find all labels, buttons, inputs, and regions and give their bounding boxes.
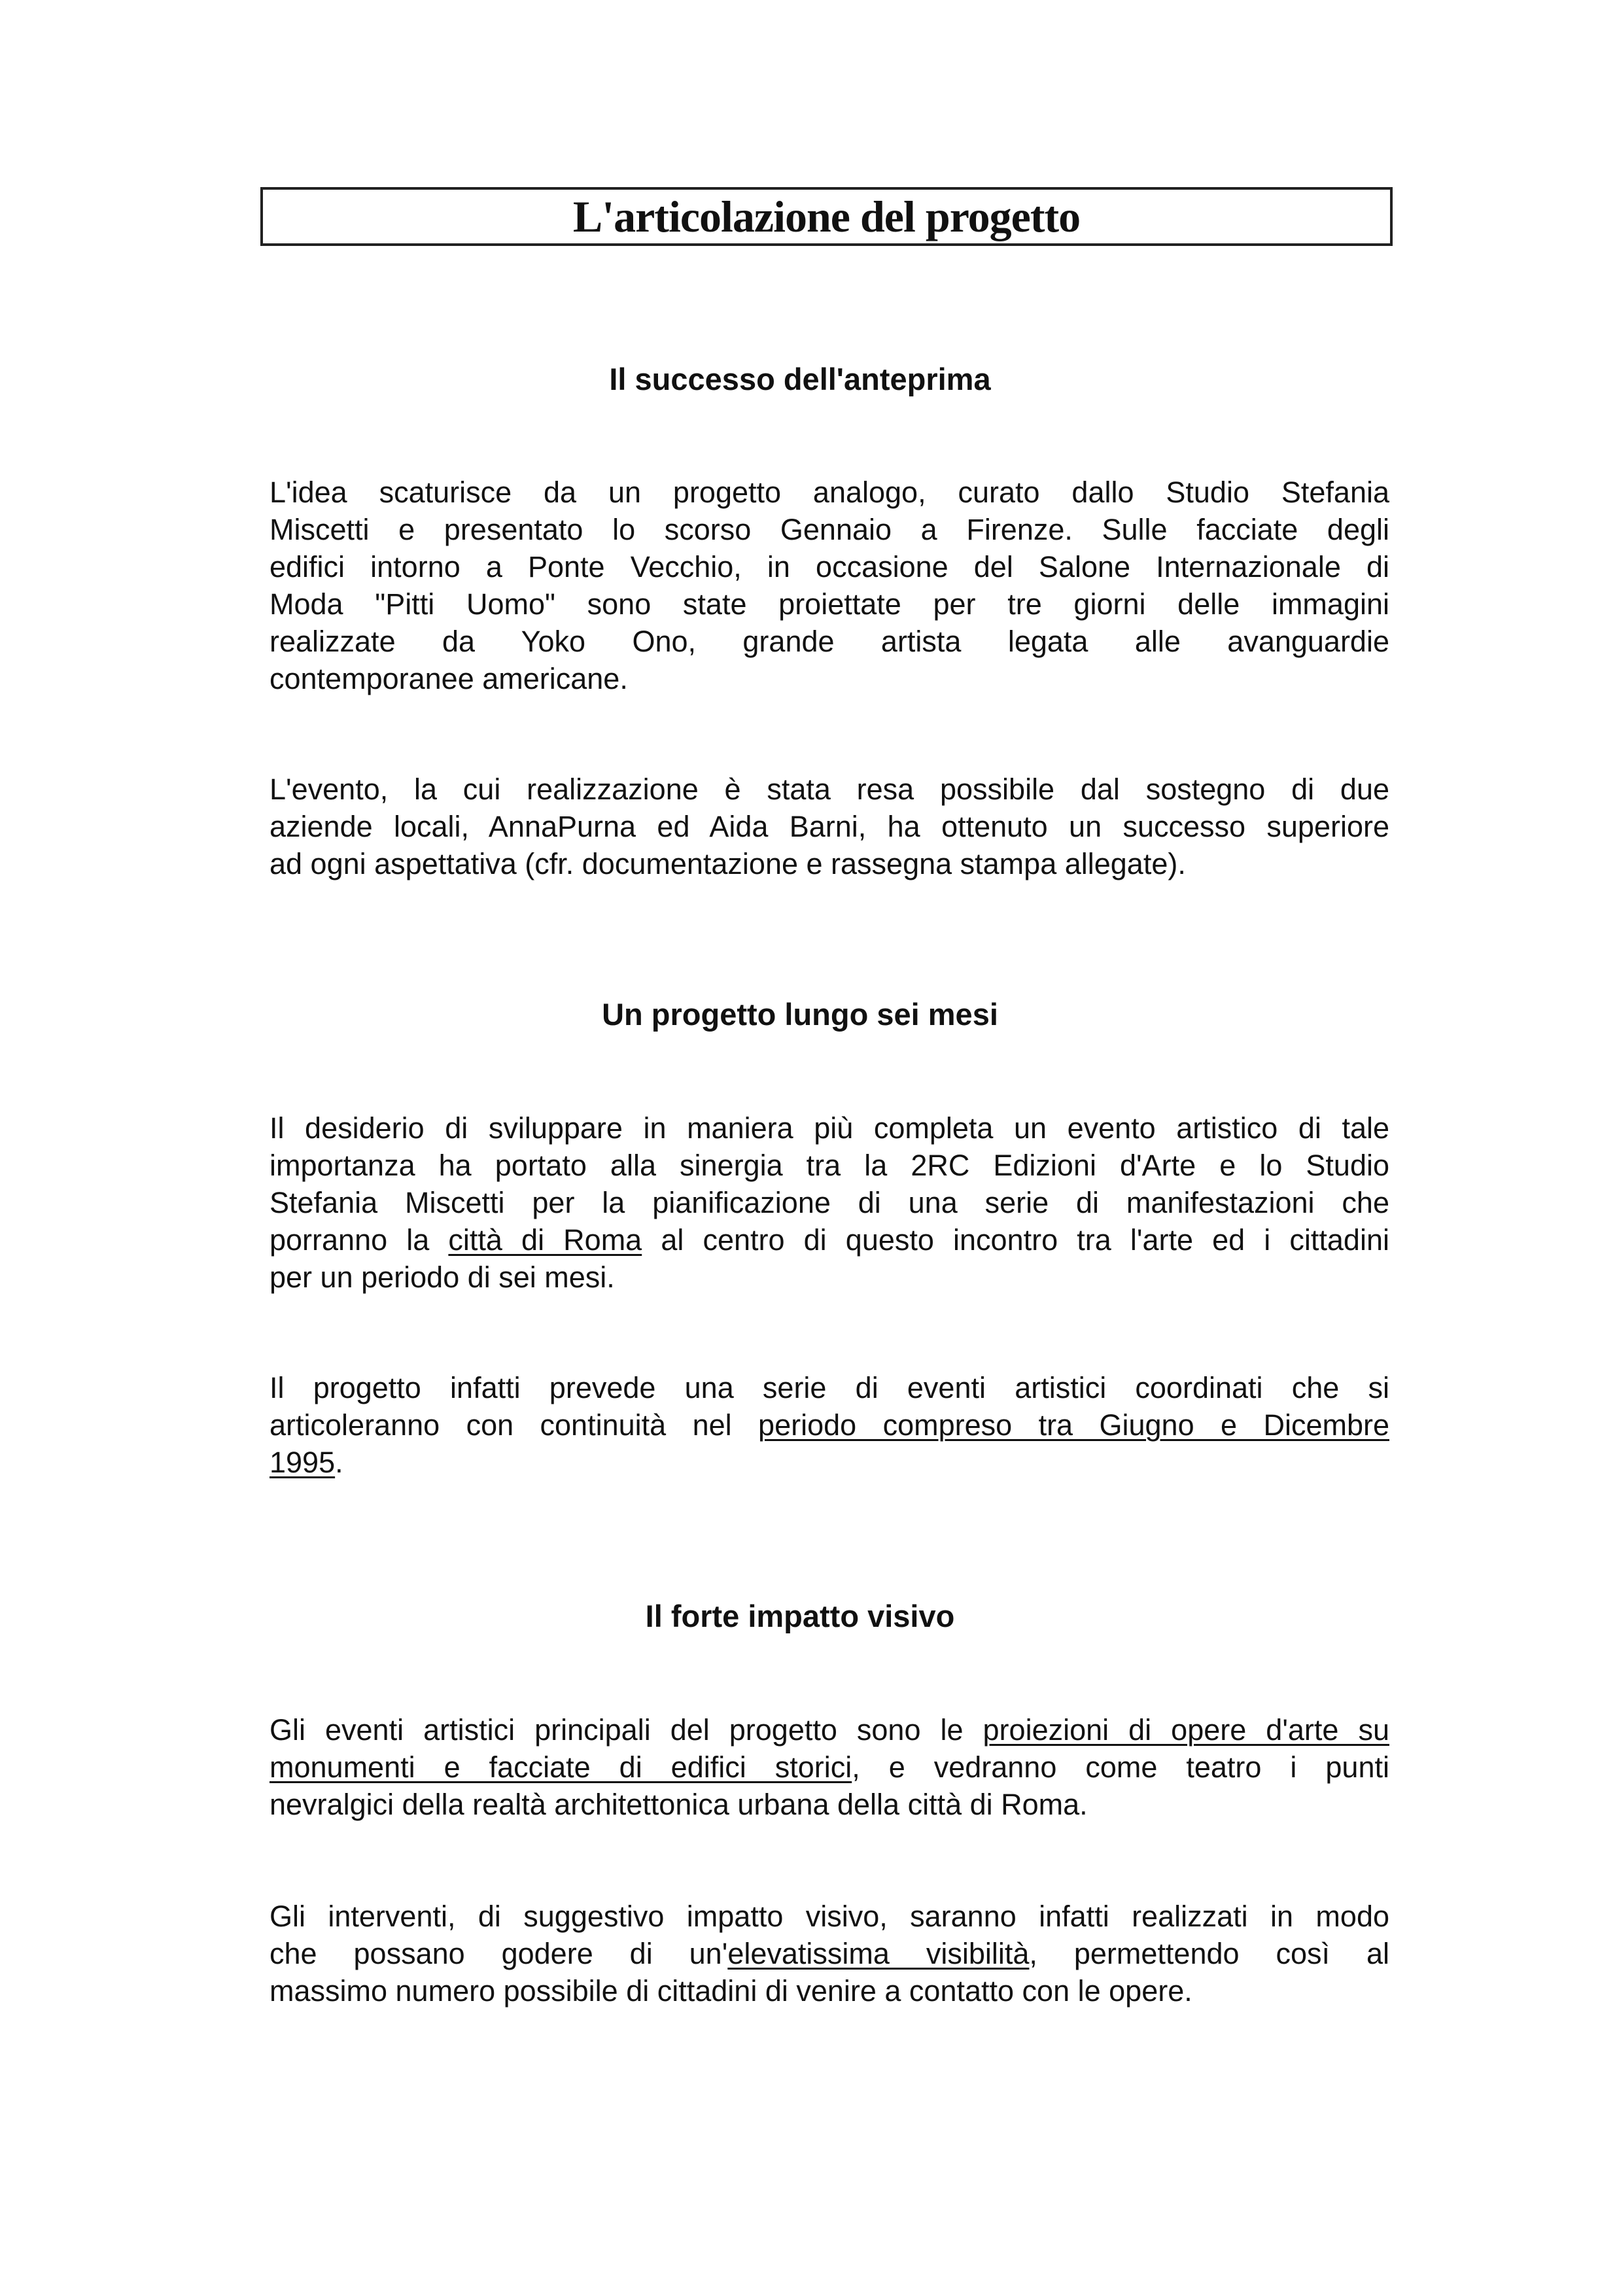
text-segment: per un periodo di sei mesi. xyxy=(270,1261,615,1294)
underlined-text: periodo compreso tra Giugno e Dicembre xyxy=(758,1408,1389,1442)
text-line xyxy=(270,1748,1389,1786)
text-line xyxy=(270,1898,1389,1935)
text-line xyxy=(270,1109,1389,1147)
text-segment: L'evento, la cui realizzazione è stata resa possibile dal sostegno di due xyxy=(270,773,1389,806)
text-segment: contemporanee americane. xyxy=(270,662,628,695)
section-heading: Un progetto lungo sei mesi xyxy=(602,997,998,1032)
text-line xyxy=(270,511,1389,548)
text-segment: edifici intorno a Ponte Vecchio, in occasione del Salone Internazionale di xyxy=(270,550,1389,583)
text-segment: realizzate da Yoko Ono, grande artista legata alle avanguardie xyxy=(270,625,1389,658)
section-heading: Il successo dell'anteprima xyxy=(609,362,991,396)
text-line xyxy=(270,660,1389,697)
text-line xyxy=(270,845,1389,882)
text-line xyxy=(270,1972,1389,2009)
text-line xyxy=(270,1259,1389,1296)
paragraph xyxy=(270,1898,1389,2009)
text-line xyxy=(270,1184,1389,1221)
text-line xyxy=(270,623,1389,660)
title-box xyxy=(260,187,1393,246)
text-segment: Stefania Miscetti per la pianificazione di una serie di manifestazioni che xyxy=(270,1186,1389,1219)
text-line xyxy=(270,1221,1389,1259)
text-segment: porranno la xyxy=(270,1223,449,1257)
text-segment: , e vedranno come teatro i punti xyxy=(852,1750,1389,1784)
paragraph xyxy=(270,771,1389,882)
paragraph xyxy=(270,1369,1389,1481)
text-line xyxy=(270,1147,1389,1184)
text-segment: Il desiderio di sviluppare in maniera più completa un evento artistico di tale xyxy=(270,1111,1389,1145)
paragraph xyxy=(270,1711,1389,1823)
text-segment: importanza ha portato alla sinergia tra la 2RC Edizioni d'Arte e lo Studio xyxy=(270,1149,1389,1182)
text-line xyxy=(270,808,1389,845)
text-line xyxy=(270,1935,1389,1972)
text-line xyxy=(270,771,1389,808)
paragraph xyxy=(270,1109,1389,1296)
text-segment: ad ogni aspettativa (cfr. documentazione e rassegna stampa allegate). xyxy=(270,847,1186,880)
text-segment: Il progetto infatti prevede una serie di eventi artistici coordinati che si xyxy=(270,1371,1389,1404)
underlined-text: proiezioni di opere d'arte su xyxy=(983,1713,1389,1747)
underlined-text: 1995 xyxy=(270,1446,336,1479)
text-segment: Miscetti e presentato lo scorso Gennaio a Firenze. Sulle facciate degli xyxy=(270,513,1389,546)
text-segment: nevralgici della realtà architettonica urbana della città di Roma. xyxy=(270,1788,1088,1821)
text-segment: articoleranno con continuità nel xyxy=(270,1408,759,1442)
text-line xyxy=(270,474,1389,511)
text-segment: al centro di questo incontro tra l'arte ed i cittadini xyxy=(642,1223,1389,1257)
text-segment: Gli eventi artistici principali del progetto sono le xyxy=(270,1713,983,1747)
underlined-text: città di Roma xyxy=(448,1223,642,1257)
underlined-text: elevatissima visibilità xyxy=(727,1937,1030,1970)
page-title: L'articolazione del progetto xyxy=(572,191,1081,241)
paragraph xyxy=(270,474,1389,697)
text-segment: . xyxy=(335,1446,343,1479)
text-segment: , permettendo così al xyxy=(1029,1937,1389,1970)
text-line xyxy=(270,1406,1389,1444)
text-line xyxy=(270,1444,1389,1481)
text-segment: aziende locali, AnnaPurna ed Aida Barni, ha ottenuto un successo superiore xyxy=(270,810,1389,843)
text-segment: Gli interventi, di suggestivo impatto visivo, saranno infatti realizzati in modo xyxy=(270,1900,1389,1933)
text-line xyxy=(270,1786,1389,1823)
text-line xyxy=(270,585,1389,623)
text-segment: L'idea scaturisce da un progetto analogo, curato dallo Studio Stefania xyxy=(270,476,1389,509)
text-line xyxy=(270,1711,1389,1748)
text-segment: che possano godere di un' xyxy=(270,1937,728,1970)
text-line xyxy=(270,1369,1389,1406)
text-line xyxy=(270,548,1389,585)
section-heading: Il forte impatto visivo xyxy=(645,1599,955,1633)
text-segment: Moda "Pitti Uomo" sono state proiettate per tre giorni delle immagini xyxy=(270,587,1389,621)
text-segment: massimo numero possibile di cittadini di venire a contatto con le opere. xyxy=(270,1974,1192,2008)
underlined-text: monumenti e facciate di edifici storici xyxy=(270,1750,852,1784)
